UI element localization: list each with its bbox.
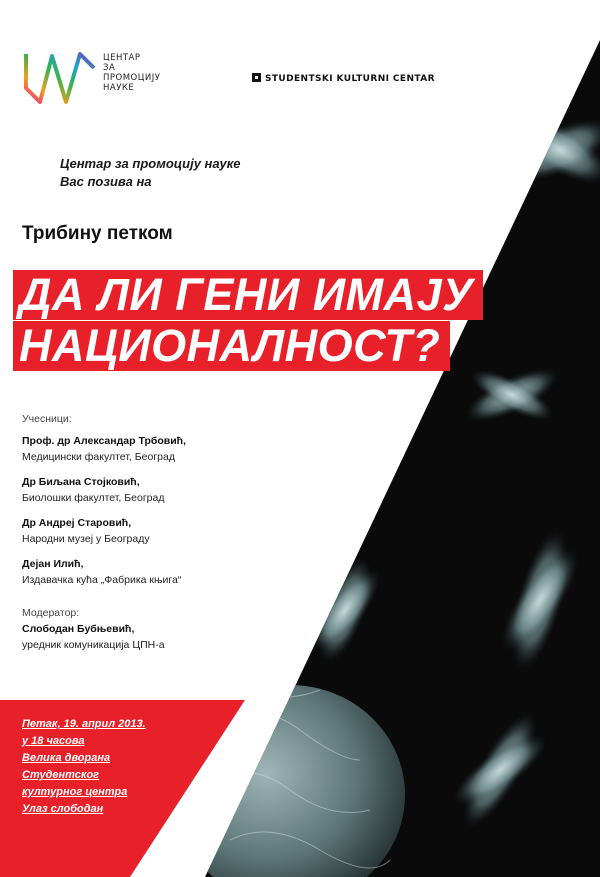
headline-line-2: НАЦИОНАЛНОСТ? — [13, 321, 450, 371]
participant-affiliation: Медицински факултет, Београд — [22, 451, 175, 463]
event-details — [22, 716, 146, 818]
participant-name: Др Андреј Старовић, — [22, 517, 132, 529]
partner-name: STUDENTSKI KULTURNI CENTAR — [265, 74, 435, 84]
science-center-logo-icon — [22, 50, 98, 106]
logo-line: ПРОМОЦИЈУ — [103, 73, 161, 83]
participant-name: Дејан Илић, — [22, 558, 84, 570]
logo-line: ЗА — [103, 63, 116, 73]
logo-line: НАУКЕ — [103, 83, 135, 93]
skc-mark-icon — [252, 73, 261, 82]
series-title: Трибину петком — [22, 223, 173, 244]
participant — [22, 556, 252, 588]
event-line: у 18 часова — [22, 735, 85, 747]
participants-list — [22, 411, 252, 597]
participants-label: Учесници: — [22, 413, 72, 425]
logo-line: ЦЕНТАР — [103, 53, 141, 63]
participant-affiliation: Биолошки факултет, Београд — [22, 492, 165, 504]
participant-affiliation: Издавачка кућа „Фабрика књига“ — [22, 574, 182, 586]
invitation-line: Центар за промоцију науке — [60, 156, 241, 171]
event-line: Улаз слободан — [22, 803, 104, 815]
moderator-block — [22, 605, 165, 653]
headline-line-1: ДА ЛИ ГЕНИ ИМАЈУ — [13, 270, 483, 320]
invitation-line: Вас позива на — [60, 174, 152, 189]
participant — [22, 474, 252, 506]
moderator-name: Слободан Бубњевић, — [22, 623, 135, 635]
participant-affiliation: Народни музеј у Београду — [22, 533, 150, 545]
event-line: Студентског — [22, 769, 100, 781]
moderator-role: уредник комуникација ЦПН-а — [22, 639, 165, 651]
partner-logo — [252, 73, 435, 84]
event-line: Велика дворана — [22, 752, 111, 764]
event-line: културног центра — [22, 786, 128, 798]
moderator-label: Модератор: — [22, 607, 80, 619]
participant-name: Проф. др Александар Трбовић, — [22, 435, 187, 447]
participant-name: Др Биљана Стојковић, — [22, 476, 140, 488]
event-line: Петак, 19. април 2013. — [22, 718, 146, 730]
participant — [22, 433, 252, 465]
logo-wordmark — [103, 53, 160, 93]
invitation-text — [60, 155, 241, 191]
participant — [22, 515, 252, 547]
